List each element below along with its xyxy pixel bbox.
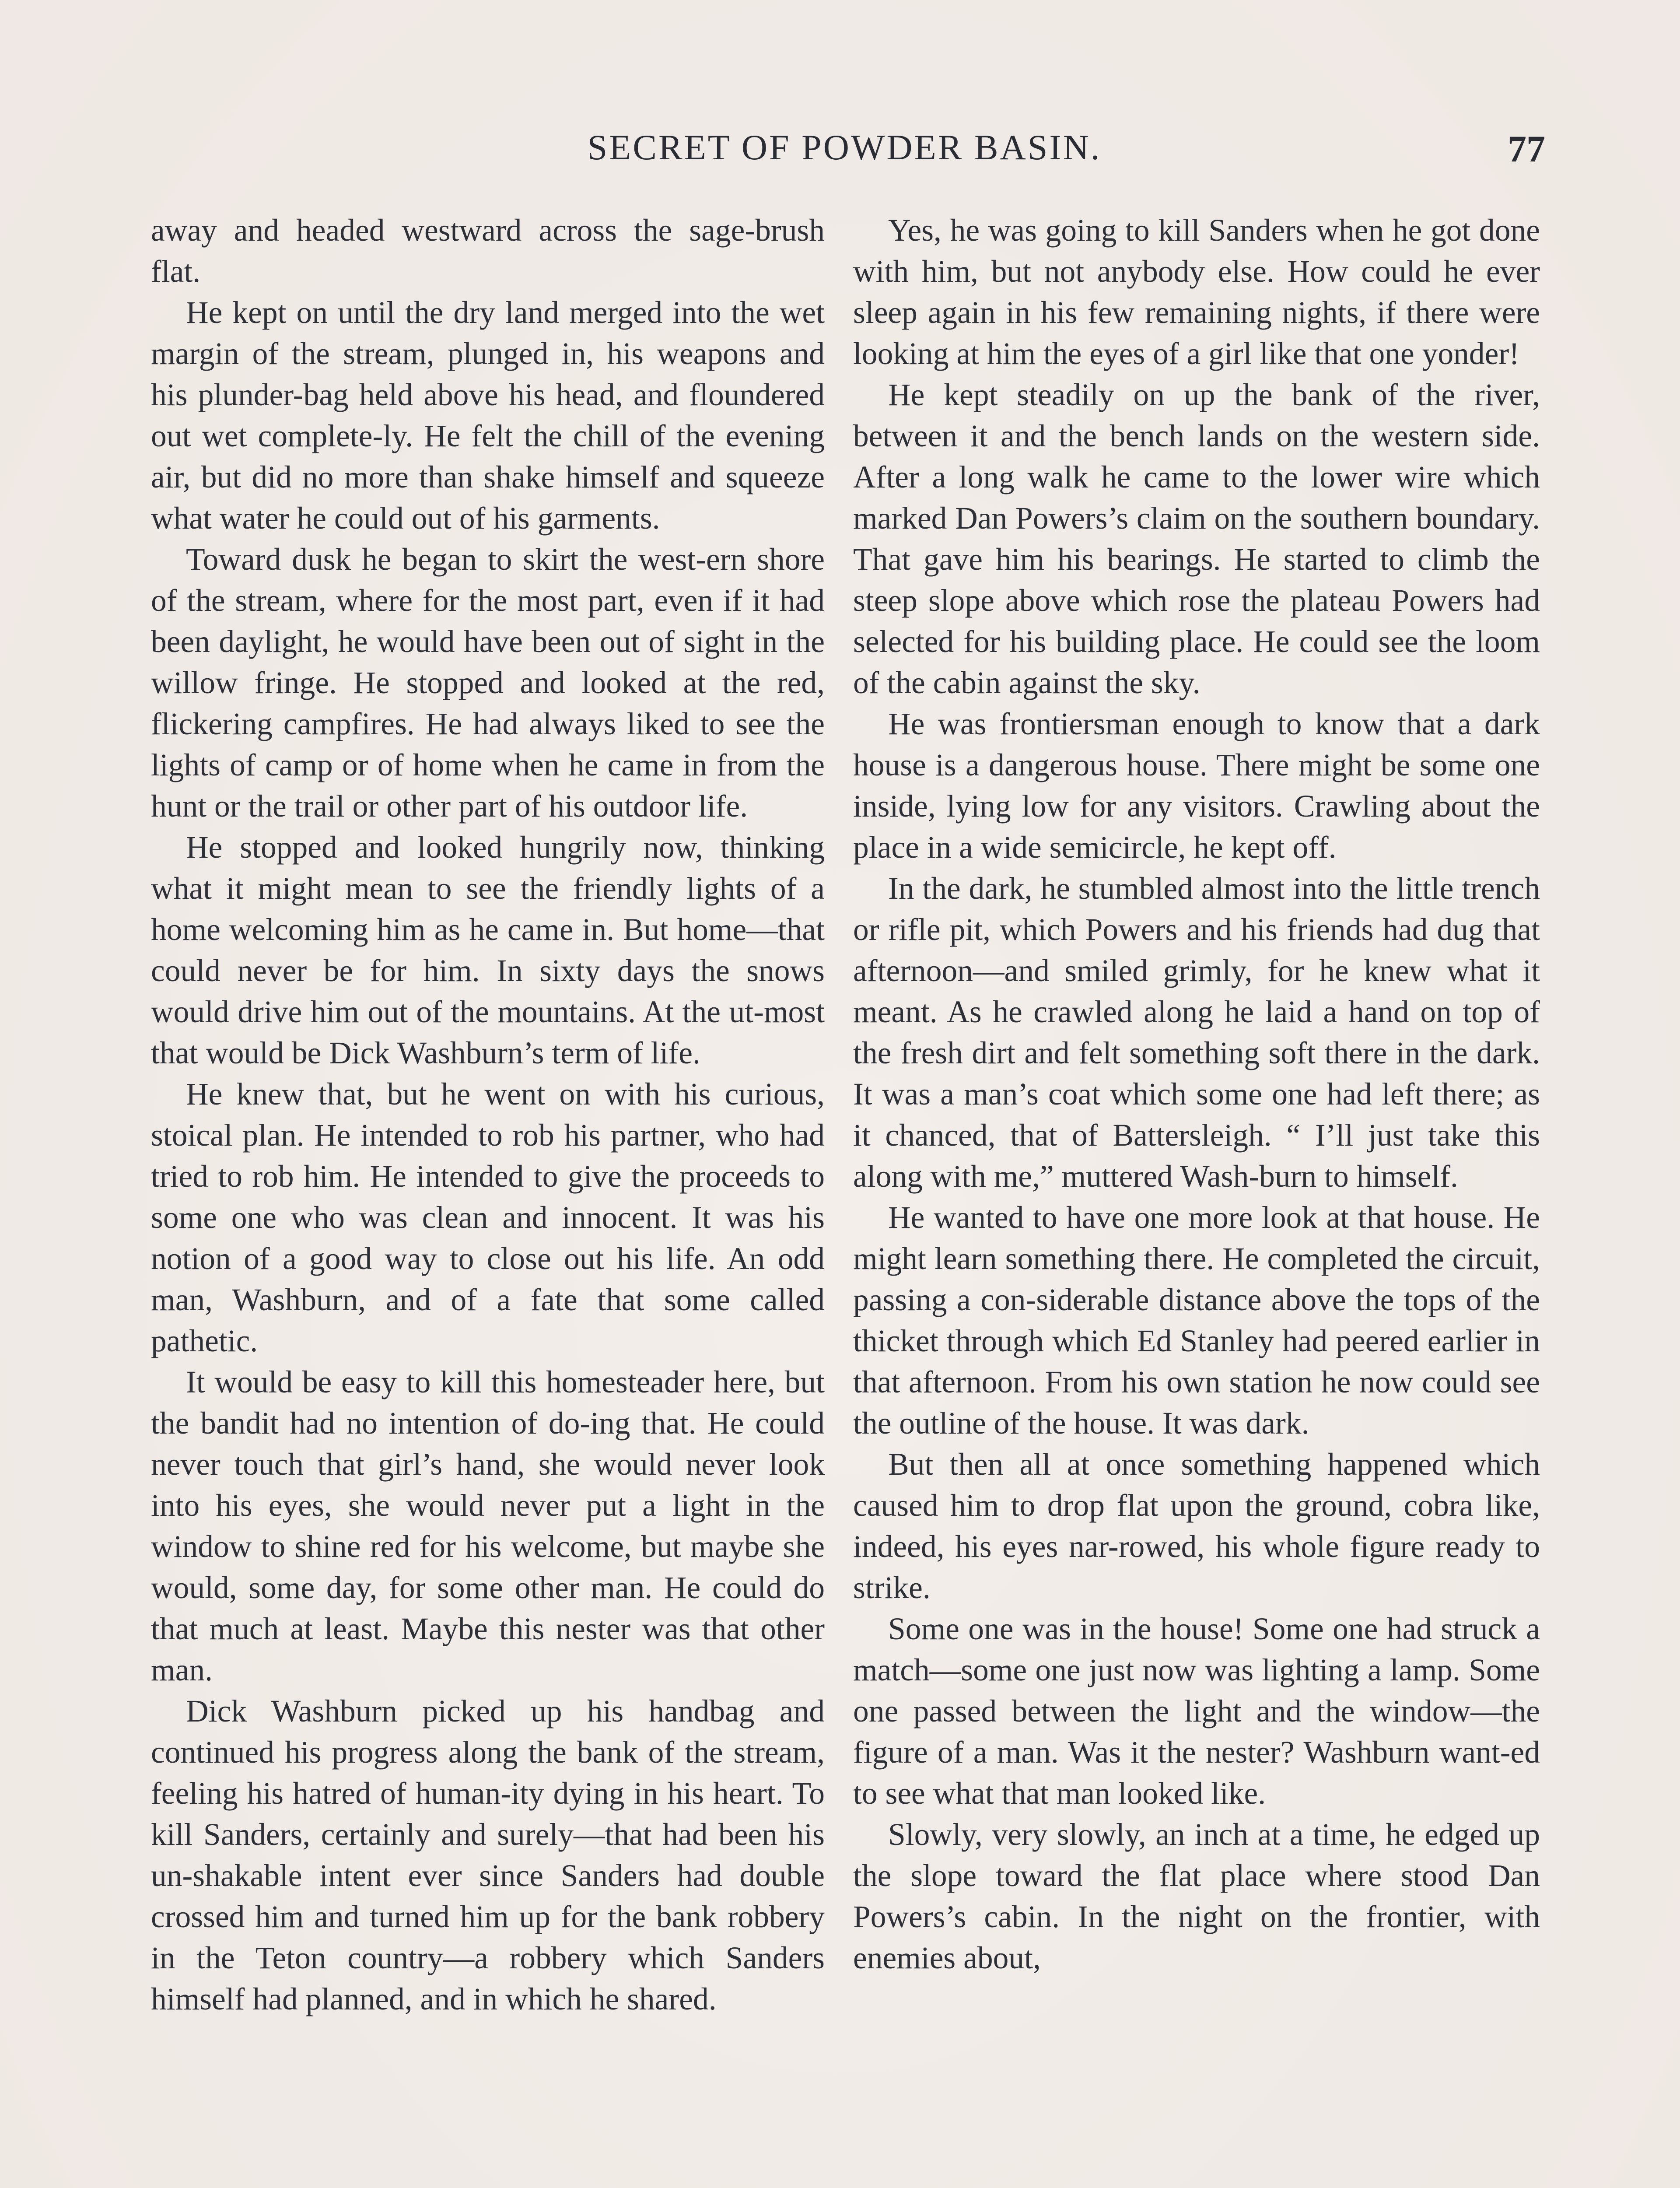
- right-column: [853, 210, 1540, 1979]
- paragraph: Slowly, very slowly, an inch at a time, he edged up the slope toward the flat place where stood Dan Powers’s cabin. In the night on the frontier, with enemies about,: [853, 1817, 1540, 1975]
- paragraph: He kept on until the dry land merged into the wet margin of the stream, plunged in, his weapons and his plunder-bag held above his head, and floundered out wet complete-ly. He felt the chill of the evening air, but did no more than shake himself and squeeze what water he could out of his garments.: [151, 295, 825, 536]
- running-title: SECRET OF POWDER BASIN.: [587, 127, 1102, 167]
- paragraph: It would be easy to kill this homesteader here, but the bandit had no intention of do-ing that. He could never touch that girl’s hand, she would never look into his eyes, she would never put a light in the window to shine red for his welcome, but maybe she would, some day, for some other man. He could do that much at least. Maybe this nester was that other man.: [151, 1365, 825, 1687]
- paragraph: Dick Washburn picked up his handbag and continued his progress along the bank of the stream, feeling his hatred of human-ity dying in his heart. To kill Sanders, certainly and surely—that had been his un-shakable intent ever since Sanders had double crossed him and turned him up for the bank robbery in the Teton country—a robbery which Sanders himself had planned, and in which he shared.: [151, 1694, 825, 2016]
- paragraph: He kept steadily on up the bank of the river, between it and the bench lands on the western side. After a long walk he came to the lower wire which marked Dan Powers’s claim on the southern boundary. That gave him his bearings. He started to climb the steep slope above which rose the plateau Powers had selected for his building place. He could see the loom of the cabin against the sky.: [853, 378, 1540, 700]
- paragraph: He knew that, but he went on with his curious, stoical plan. He intended to rob his partner, who had tried to rob him. He intended to give the proceeds to some one who was clean and innocent. It was his notion of a good way to close out his life. An odd man, Washburn, and of a fate that some called pathetic.: [151, 1077, 825, 1358]
- paragraph: Some one was in the house! Some one had struck a match—some one just now was lighting a lamp. Some one passed between the light and the window—the figure of a man. Was it the nester? Washburn want-ed to see what that man looked like.: [853, 1612, 1540, 1811]
- paragraph: He wanted to have one more look at that house. He might learn something there. He completed the circuit, passing a con-siderable distance above the tops of the thicket through which Ed Stanley had peered earlier in that afternoon. From his own station he now could see the outline of the house. It was dark.: [853, 1200, 1540, 1441]
- paragraph: But then all at once something happened which caused him to drop flat upon the ground, cobra like, indeed, his eyes nar-rowed, his whole figure ready to strike.: [853, 1447, 1540, 1605]
- paragraph: away and headed westward across the sage-brush flat.: [151, 213, 825, 289]
- left-column: [151, 210, 825, 2020]
- page-header: [0, 127, 1680, 184]
- paragraph: He stopped and looked hungrily now, thinking what it might mean to see the friendly lights of a home welcoming him as he came in. But home—that could never be for him. In sixty days the snows would drive him out of the mountains. At the ut-most that would be Dick Washburn’s term of life.: [151, 830, 825, 1070]
- paragraph: Toward dusk he began to skirt the west-ern shore of the stream, where for the most part, even if it had been daylight, he would have been out of sight in the willow fringe. He stopped and looked at the red, flickering campfires. He had always liked to see the lights of camp or of home when he came in from the hunt or the trail or other part of his outdoor life.: [151, 542, 825, 824]
- paragraph: He was frontiersman enough to know that a dark house is a dangerous house. There might be some one inside, lying low for any visitors. Crawling about the place in a wide semicircle, he kept off.: [853, 707, 1540, 865]
- paragraph: In the dark, he stumbled almost into the little trench or rifle pit, which Powers and his friends had dug that afternoon—and smiled grimly, for he knew what it meant. As he crawled along he laid a hand on top of the fresh dirt and felt something soft there in the dark. It was a man’s coat which some one had left there; as it chanced, that of Battersleigh. “ I’ll just take this along with me,” muttered Wash-burn to himself.: [853, 871, 1540, 1194]
- paragraph: Yes, he was going to kill Sanders when he got done with him, but not anybody else. How could he ever sleep again in his few remaining nights, if there were looking at him the eyes of a girl like that one yonder!: [853, 213, 1540, 371]
- page-number: 77: [1508, 128, 1545, 170]
